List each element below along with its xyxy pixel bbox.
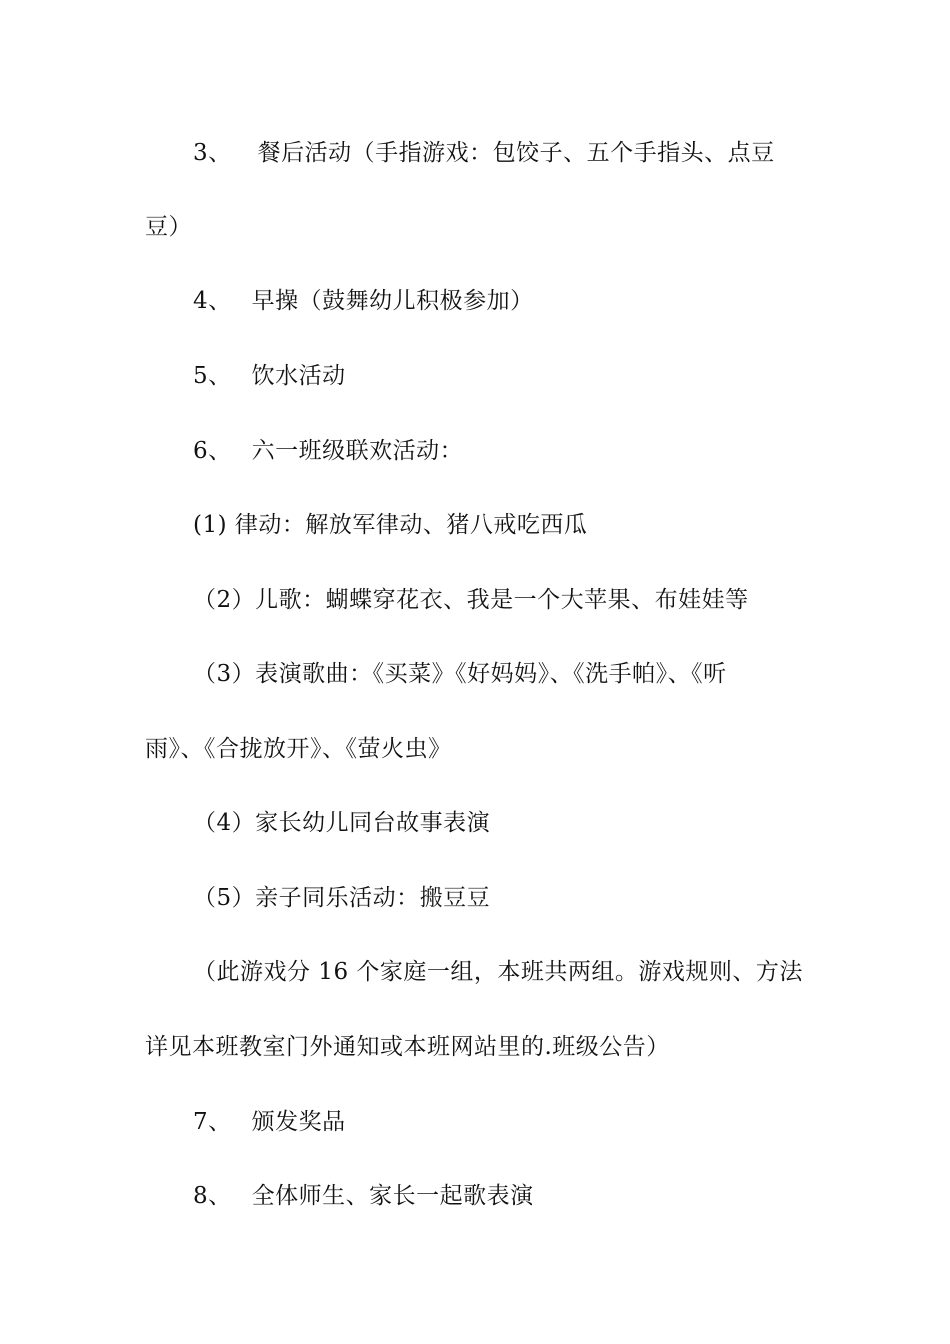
sub-item-4 — [193, 808, 490, 838]
sub-item-1 — [193, 510, 587, 540]
item-text: 豆） — [145, 214, 192, 240]
item-6 — [193, 436, 463, 466]
sub-item-3-continuation — [145, 734, 452, 764]
game-note-continuation — [145, 1032, 670, 1062]
item-number: 8、 — [193, 1183, 232, 1209]
item-8 — [193, 1181, 534, 1211]
item-text: （5）亲子同乐活动：搬豆豆 — [193, 885, 491, 911]
item-text: （3）表演歌曲：《买菜》《好妈妈》、《洗手帕》、《听 — [193, 661, 727, 687]
sub-item-5 — [193, 883, 490, 913]
item-number: 6、 — [193, 438, 232, 464]
item-text: 详见本班教室门外通知或本班网站里的.班级公告） — [145, 1034, 670, 1060]
item-text: 早操（鼓舞幼儿积极参加） — [251, 288, 534, 314]
item-number: 4、 — [193, 288, 232, 314]
item-number: 3、 — [193, 140, 232, 166]
game-note — [193, 957, 803, 987]
item-text: 全体师生、家长一起歌表演 — [251, 1183, 534, 1209]
item-number: 7、 — [193, 1109, 232, 1135]
item-number: 5、 — [193, 363, 232, 389]
item-7 — [193, 1107, 346, 1137]
item-text: 雨》、《合拢放开》、《萤火虫》 — [145, 736, 452, 762]
sub-item-3 — [193, 659, 727, 689]
item-text: 餐后活动（手指游戏：包饺子、五个手指头、点豆 — [257, 140, 775, 166]
item-3-continuation — [145, 212, 192, 242]
item-5 — [193, 361, 346, 391]
item-text: （4）家长幼儿同台故事表演 — [193, 810, 491, 836]
item-text: 饮水活动 — [251, 363, 346, 389]
item-4 — [193, 286, 534, 316]
item-text: （此游戏分 16 个家庭一组，本班共两组。游戏规则、方法 — [193, 959, 803, 985]
item-text: (1) 律动：解放军律动、猪八戒吃西瓜 — [193, 512, 588, 538]
item-text: 六一班级联欢活动： — [251, 438, 464, 464]
sub-item-2 — [193, 585, 749, 615]
item-3 — [193, 138, 775, 168]
item-text: （2）儿歌：蝴蝶穿花衣、我是一个大苹果、布娃娃等 — [193, 587, 749, 613]
item-text: 颁发奖品 — [251, 1109, 346, 1135]
